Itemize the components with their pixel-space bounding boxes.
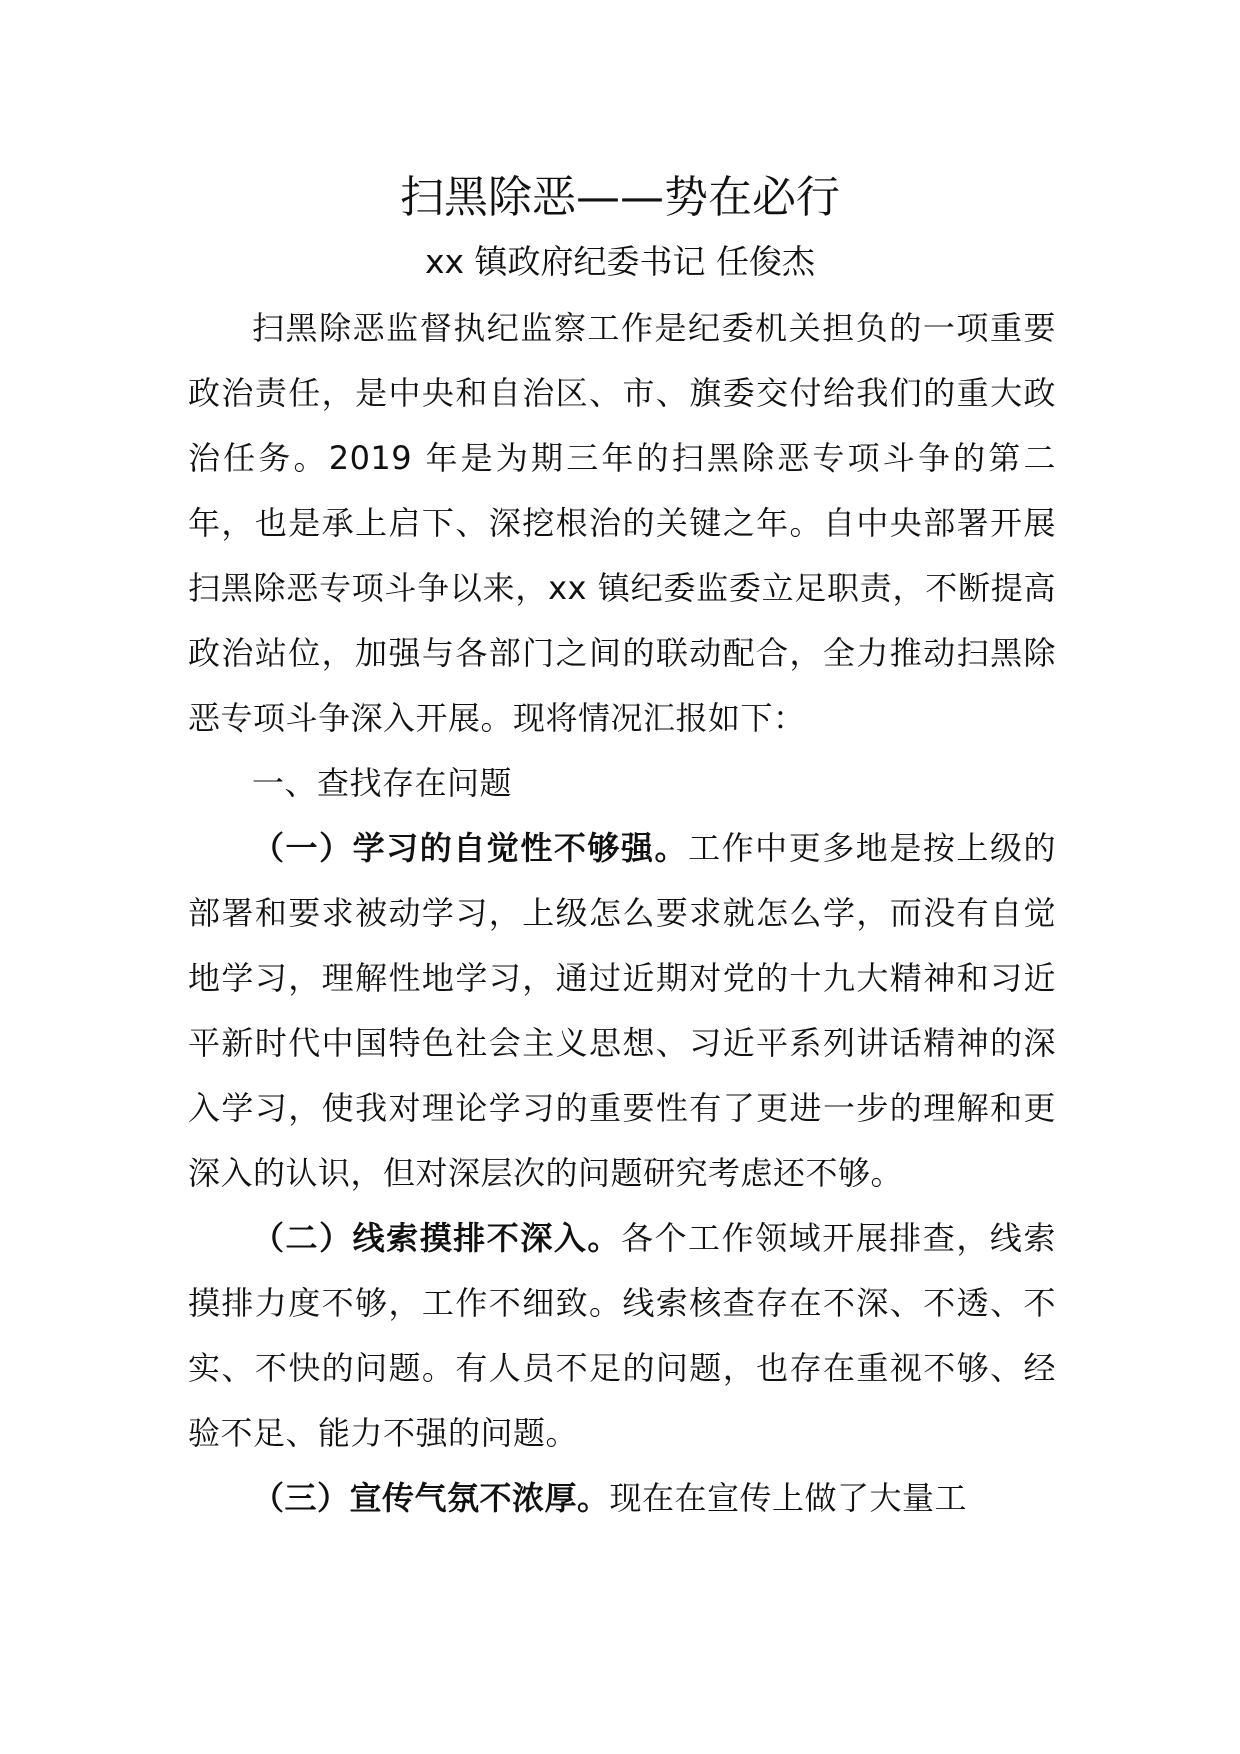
list-item [188,816,1056,1206]
item-text: 工作中更多地是按上级的部署和要求被动学习，上级怎么要求就怎么学，而没有自觉地学习，理解性地学习，通过近期对党的十九大精神和习近平新时代中国特色社会主义思想、习近平系列讲话精神的深入学习，使我对理论学习的重要性有了更进一步的理解和更深入的认识，但对深层次的问题研究考虑还不够。 [188,829,1056,1192]
list-item [188,1466,1056,1531]
item-text: 各个工作领域开展排查，线索摸排力度不够，工作不细致。线索核查存在不深、不透、不实、不快的问题。有人员不足的问题，也存在重视不够、经验不足、能力不强的问题。 [188,1219,1056,1452]
document-title: 扫黑除恶——势在必行 [400,172,840,223]
item-lead: （三）宣传气氛不浓厚。 [252,1479,610,1517]
item-text: 现在在宣传上做了大量工 [609,1479,968,1517]
item-lead: （一）学习的自觉性不够强。 [252,829,689,867]
document-body [188,296,1056,1531]
list-item [188,1206,1056,1466]
intro-paragraph: 扫黑除恶监督执纪监察工作是纪委机关担负的一项重要政治责任，是中央和自治区、市、旗委交付给我们的重大政治任务。2019 年是为期三年的扫黑除恶专项斗争的第二年，也是承上启下、深挖根治的关键之年。自中央部署开展扫黑除恶专项斗争以来，xx 镇纪委监委立足职责，不断提高政治站位，加强与各部门之间的联动配合，全力推动扫黑除恶专项斗争深入开展。现将情况汇报如下： [188,309,1056,737]
item-lead: （二）线索摸排不深入。 [252,1219,621,1257]
author-line: xx 镇政府纪委书记 任俊杰 [424,242,816,281]
section-heading: 一、查找存在问题 [252,764,513,802]
